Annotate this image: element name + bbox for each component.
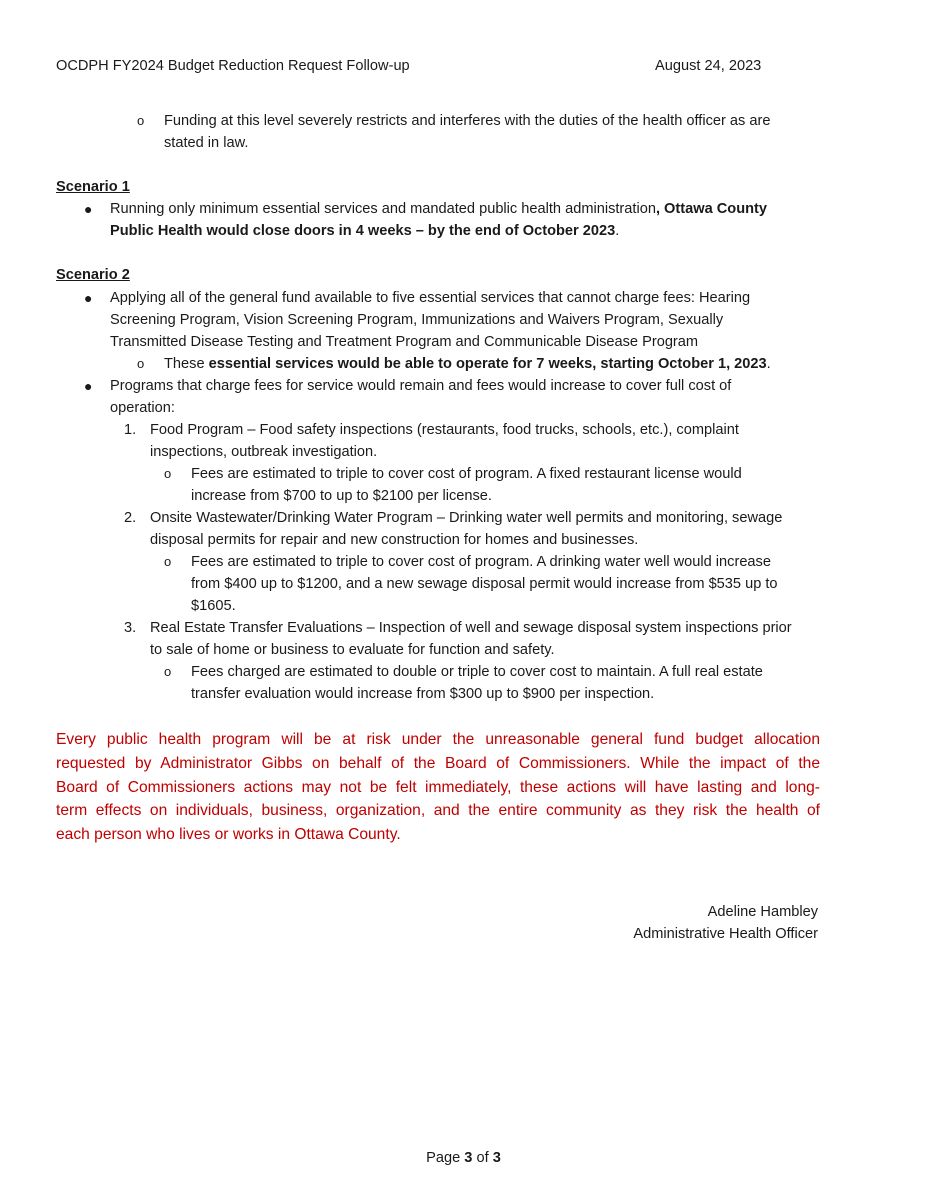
dot-bullet-icon: ● xyxy=(84,201,93,217)
item2-line-1: Onsite Wastewater/Drinking Water Program – Drinking water well permits and monitoring, sewage xyxy=(150,510,783,526)
item2-sub-line-2: from $400 up to $1200, and a new sewage disposal permit would increase from $535 up to xyxy=(191,576,778,592)
warning-paragraph xyxy=(56,728,820,847)
item3-line-1: Real Estate Transfer Evaluations – Inspection of well and sewage disposal system inspections prior xyxy=(150,620,792,636)
circle-bullet-icon: o xyxy=(164,664,172,679)
item3-line-2: to sale of home or business to evaluate for function and safety. xyxy=(150,642,555,658)
dot-bullet-icon: ● xyxy=(84,290,93,306)
scenario2-b2-line-2: operation: xyxy=(110,400,175,416)
item1-sub-line-2: increase from $700 to up to $2100 per license. xyxy=(191,488,492,504)
item1-sub-line-1: Fees are estimated to triple to cover cost of program. A fixed restaurant license would xyxy=(191,466,742,482)
item2-sub-line-3: $1605. xyxy=(191,598,236,614)
scenario2-b2-line-1: Programs that charge fees for service would remain and fees would increase to cover full cost of xyxy=(110,378,732,394)
item3-sub-line-1: Fees charged are estimated to double or triple to cover cost to maintain. A full real estate xyxy=(191,664,763,680)
header-title: OCDPH FY2024 Budget Reduction Request Follow-up xyxy=(56,58,410,74)
item1-line-2: inspections, outbreak investigation. xyxy=(150,444,378,460)
intro-line-1: Funding at this level severely restricts and interferes with the duties of the health officer as are xyxy=(164,113,771,129)
scenario1-line-1: Running only minimum essential services and mandated public health administration, Ottawa County xyxy=(110,201,768,217)
item2-sub-line-1: Fees are estimated to triple to cover cost of program. A drinking water well would increase xyxy=(191,554,771,570)
circle-bullet-icon: o xyxy=(137,356,145,371)
warning-line: requested by Administrator Gibbs on behalf of the Board of Commissioners. While the impact of the xyxy=(56,754,820,772)
page-number: Page 3 of 3 xyxy=(426,1150,501,1166)
item1-line-1: Food Program – Food safety inspections (restaurants, food trucks, schools, etc.), complaint xyxy=(150,422,739,438)
signature-title: Administrative Health Officer xyxy=(633,926,818,942)
item-number: 2. xyxy=(124,510,137,526)
circle-bullet-icon: o xyxy=(137,113,145,128)
item-number: 3. xyxy=(124,620,137,636)
scenario2-b1-line-1: Applying all of the general fund available to five essential services that cannot charge fees: Hearing xyxy=(110,290,751,306)
scenario2-b1-line-3: Transmitted Disease Testing and Treatment Program and Communicable Disease Program xyxy=(110,334,699,350)
warning-line: Board of Commissioners actions may not be felt immediately, these actions will have lasting and long- xyxy=(56,778,820,796)
item-number: 1. xyxy=(124,422,137,438)
intro-line-2: stated in law. xyxy=(164,135,249,151)
warning-line: each person who lives or works in Ottawa County. xyxy=(56,826,401,844)
item2-line-2: disposal permits for repair and new construction for homes and businesses. xyxy=(150,532,639,548)
circle-bullet-icon: o xyxy=(164,554,172,569)
dot-bullet-icon: ● xyxy=(84,378,93,394)
header-date: August 24, 2023 xyxy=(655,58,762,74)
item3-sub-line-2: transfer evaluation would increase from $300 up to $900 per inspection. xyxy=(191,686,655,702)
warning-line: Every public health program will be at risk under the unreasonable general fund budget allocation xyxy=(56,731,820,748)
scenario1-line-2: Public Health would close doors in 4 weeks – by the end of October 2023. xyxy=(110,223,620,239)
scenario2-b1-line-2: Screening Program, Vision Screening Program, Immunizations and Waivers Program, Sexually xyxy=(110,312,724,328)
scenario2-title: Scenario 2 xyxy=(56,267,130,283)
signature-name: Adeline Hambley xyxy=(707,904,818,920)
warning-line: term effects on individuals, business, organization, and the entire community as they risk the health of xyxy=(56,802,820,820)
circle-bullet-icon: o xyxy=(164,466,172,481)
scenario2-b1-sub: These essential services would be able to operate for 7 weeks, starting October 1, 2023. xyxy=(164,356,771,372)
scenario1-title: Scenario 1 xyxy=(56,179,130,195)
